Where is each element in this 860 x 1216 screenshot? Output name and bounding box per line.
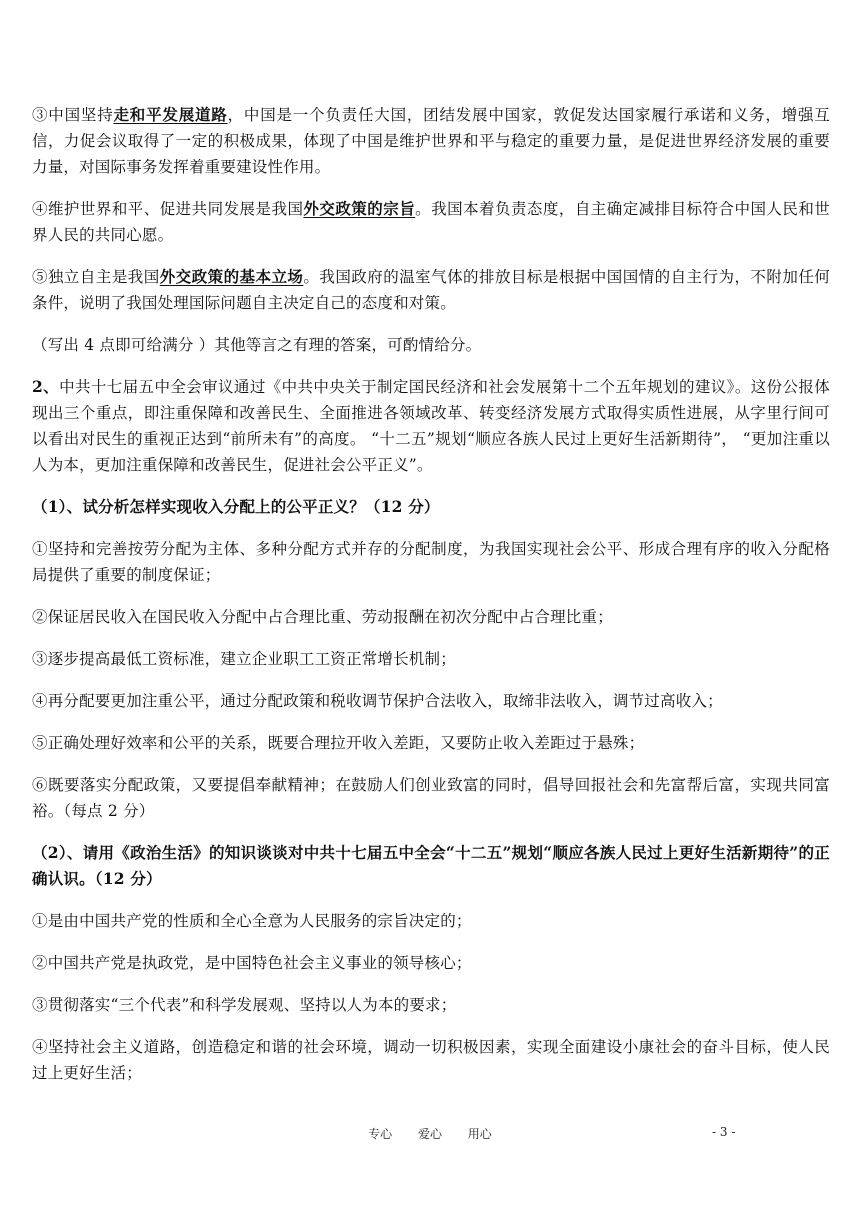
- text-run: ①坚持和完善按劳分配为主体、多种分配方式并存的分配制度，为我国实现社会公平、形成合理有序的收入分配格局提供了重要的制度保证；: [32, 540, 830, 584]
- text-run: ⑤正确处理好效率和公平的关系，既要合理拉开收入差距，又要防止收入差距过于悬殊；: [32, 734, 645, 752]
- text-run: ③中国坚持: [32, 106, 114, 124]
- paragraph: [32, 604, 830, 630]
- bold-text: （1）、试分析怎样实现收入分配上的公平正义？（12 分）: [32, 497, 440, 516]
- text-run: ④维护世界和平、促进共同发展是我国: [32, 200, 304, 218]
- text-run: ②保证居民收入在国民收入分配中占合理比重、劳动报酬在初次分配中占合理比重；: [32, 608, 613, 626]
- text-run: ④坚持社会主义道路，创造稳定和谐的社会环境，调动一切积极因素，实现全面建设小康社会的奋斗目标，使人民过上更好生活；: [32, 1038, 830, 1082]
- paragraph: [32, 1034, 830, 1086]
- document-body: [32, 102, 830, 1102]
- paragraph: [32, 646, 830, 672]
- paragraph: [32, 264, 830, 316]
- paragraph: [32, 196, 830, 248]
- text-run: ③逐步提高最低工资标准，建立企业职工工资正常增长机制；: [32, 650, 456, 668]
- keyword-underlined: 外交政策的宗旨: [303, 199, 416, 218]
- text-run: 中共十七届五中全会审议通过《中共中央关于制定国民经济和社会发展第十二个五年规划的建议》。这份公报体现出三个重点，即注重保障和改善民生、全面推进各领域改革、转变经济发展方式取得实质性进展，从字里行间可以看出对民生的重视正达到“前所未有”的高度。 “十二五”规划“顺应各族人民过上更好生活新期待”， “更加注重以人为本，更加注重保障和改善民生，促进社会公平正义”。: [32, 378, 830, 474]
- paragraph: [32, 494, 830, 520]
- footer-motto: 专心 爱心 用心: [368, 1127, 492, 1141]
- paragraph: [32, 992, 830, 1018]
- text-run: ④再分配要更加注重公平，通过分配政策和税收调节保护合法收入，取缔非法收入，调节过高收入；: [32, 692, 723, 710]
- paragraph: [32, 536, 830, 588]
- paragraph: [32, 332, 830, 358]
- text-run: ，中国是一个负责任大国，团结发展中国家，敦促发达国家履行承诺和义务，增强互信，力促会议取得了一定的积极成果，体现了中国是维护世界和平与稳定的重要力量，是促进世界经济发展的重要力量，对国际事务发挥着重要建设性作用。: [32, 106, 831, 176]
- text-run: ⑥既要落实分配政策，又要提倡奉献精神；在鼓励人们创业致富的同时，倡导回报社会和先富帮后富，实现共同富裕。（每点 2 分）: [32, 776, 830, 820]
- bold-text: 2、: [32, 377, 60, 396]
- text-run: ②中国共产党是执政党，是中国特色社会主义事业的领导核心；: [32, 954, 472, 972]
- paragraph: [32, 730, 830, 756]
- text-run: ①是由中国共产党的性质和全心全意为人民服务的宗旨决定的；: [32, 912, 472, 930]
- paragraph: [32, 950, 830, 976]
- page-number: - 3 -: [712, 1125, 736, 1139]
- text-run: （写出 4 点即可给满分 ）其他等言之有理的答案，可酌情给分。: [32, 336, 482, 354]
- text-run: ③贯彻落实“三个代表”和科学发展观、坚持以人为本的要求；: [32, 996, 457, 1014]
- text-run: ⑤独立自主是我国: [32, 268, 160, 286]
- text-run: 。我国本着负责态度，自主确定减排目标符合中国人民和世界人民的共同心愿。: [32, 200, 830, 244]
- bold-text: （2）、请用《政治生活》的知识谈谈对中共十七届五中全会“十二五”规划“顺应各族人民过上更好生活新期待”的正确认识。（12 分）: [32, 843, 830, 888]
- paragraph: [32, 688, 830, 714]
- paragraph: [32, 374, 830, 478]
- paragraph: [32, 772, 830, 824]
- keyword-underlined: 外交政策的基本立场: [159, 267, 304, 286]
- paragraph: [32, 908, 830, 934]
- text-run: 。我国政府的温室气体的排放目标是根据中国国情的自主行为，不附加任何条件，说明了我国处理国际问题自主决定自己的态度和对策。: [32, 268, 830, 312]
- keyword-underlined: 走和平发展道路: [113, 105, 228, 124]
- paragraph: [32, 840, 830, 892]
- paragraph: [32, 102, 830, 180]
